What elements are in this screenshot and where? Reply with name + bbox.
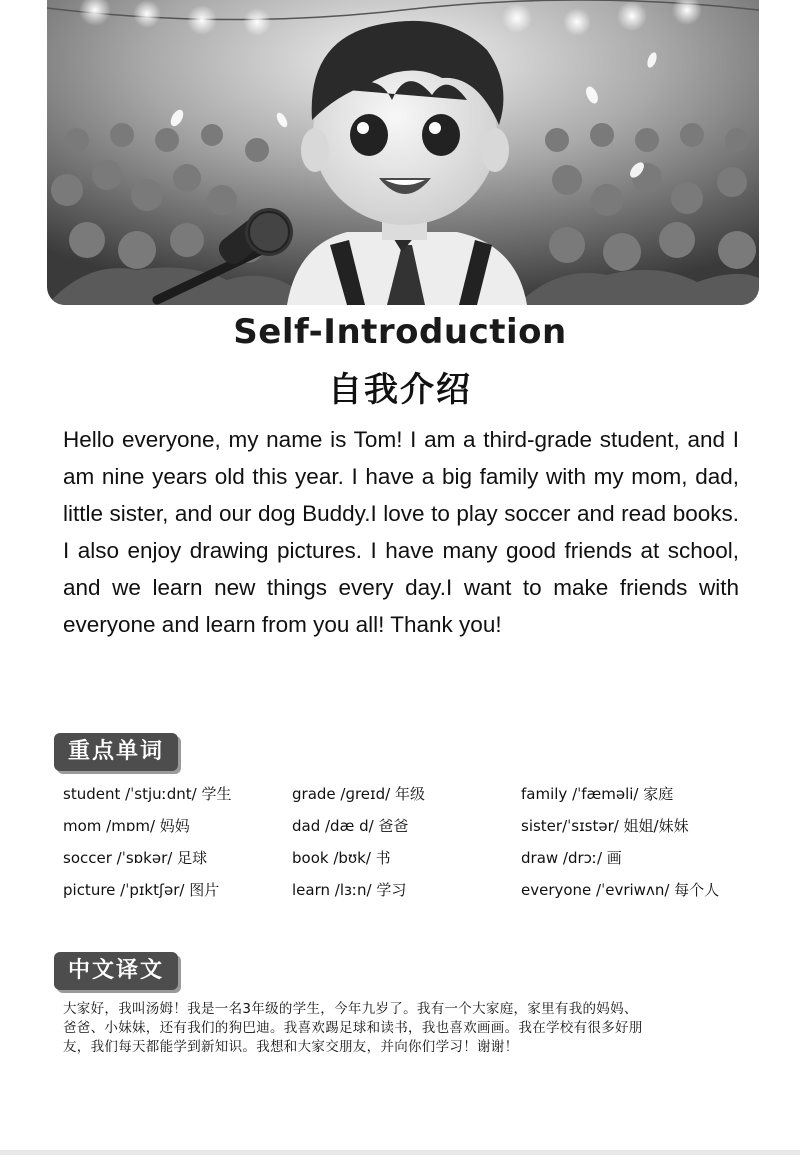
bottom-divider — [0, 1150, 800, 1155]
title-chinese: 自我介绍 — [328, 370, 472, 410]
vocab-item: mom /mɒm/ 妈妈 — [63, 817, 190, 835]
vocab-item: learn /lɜːn/ 学习 — [292, 881, 407, 899]
vocab-item: picture /ˈpɪktʃər/ 图片 — [63, 881, 220, 899]
vocab-item: book /bʊk/ 书 — [292, 849, 391, 867]
vocab-grid — [63, 783, 763, 901]
vocab-item: soccer /ˈsɒkər/ 足球 — [63, 849, 208, 867]
vocab-item: student /ˈstjuːdnt/ 学生 — [63, 785, 232, 803]
translation-text: 大家好，我叫汤姆！我是一名3年级的学生，今年九岁了。我有一个大家庭，家里有我的妈妈、爸爸、小妹妹，还有我们的狗巴迪。我喜欢踢足球和读书，我也喜欢画画。我在学校有很多好朋友，我们每天都能学到新知识。我想和大家交朋友，并向你们学习！谢谢！ — [63, 1001, 643, 1055]
vocab-item: everyone /ˈevriwʌn/ 每个人 — [521, 881, 720, 899]
vocab-item: draw /drɔː/ 画 — [521, 849, 622, 867]
hero-illustration — [47, 0, 759, 305]
vocab-heading: 重点单词 — [54, 733, 178, 771]
vocab-item: sister/ˈsɪstər/ 姐姐/妹妹 — [521, 817, 689, 835]
vocab-item: dad /dæ d/ 爸爸 — [292, 817, 409, 835]
translation-heading: 中文译文 — [54, 952, 178, 990]
vocab-item: family /ˈfæməli/ 家庭 — [521, 785, 674, 803]
title-english: Self-Introduction — [233, 312, 567, 352]
passage-text: Hello everyone, my name is Tom! I am a third-grade student, and I am nine years old this year. I have a big family with my mom, dad, little sister, and our dog Buddy.I love to play soccer and read books. I also enjoy drawing pictures. I have many good friends at school, and we learn new things every day.I want to make friends with everyone and learn from you all! Thank you! — [63, 427, 739, 637]
vocab-item: grade /ɡreɪd/ 年级 — [292, 785, 425, 803]
